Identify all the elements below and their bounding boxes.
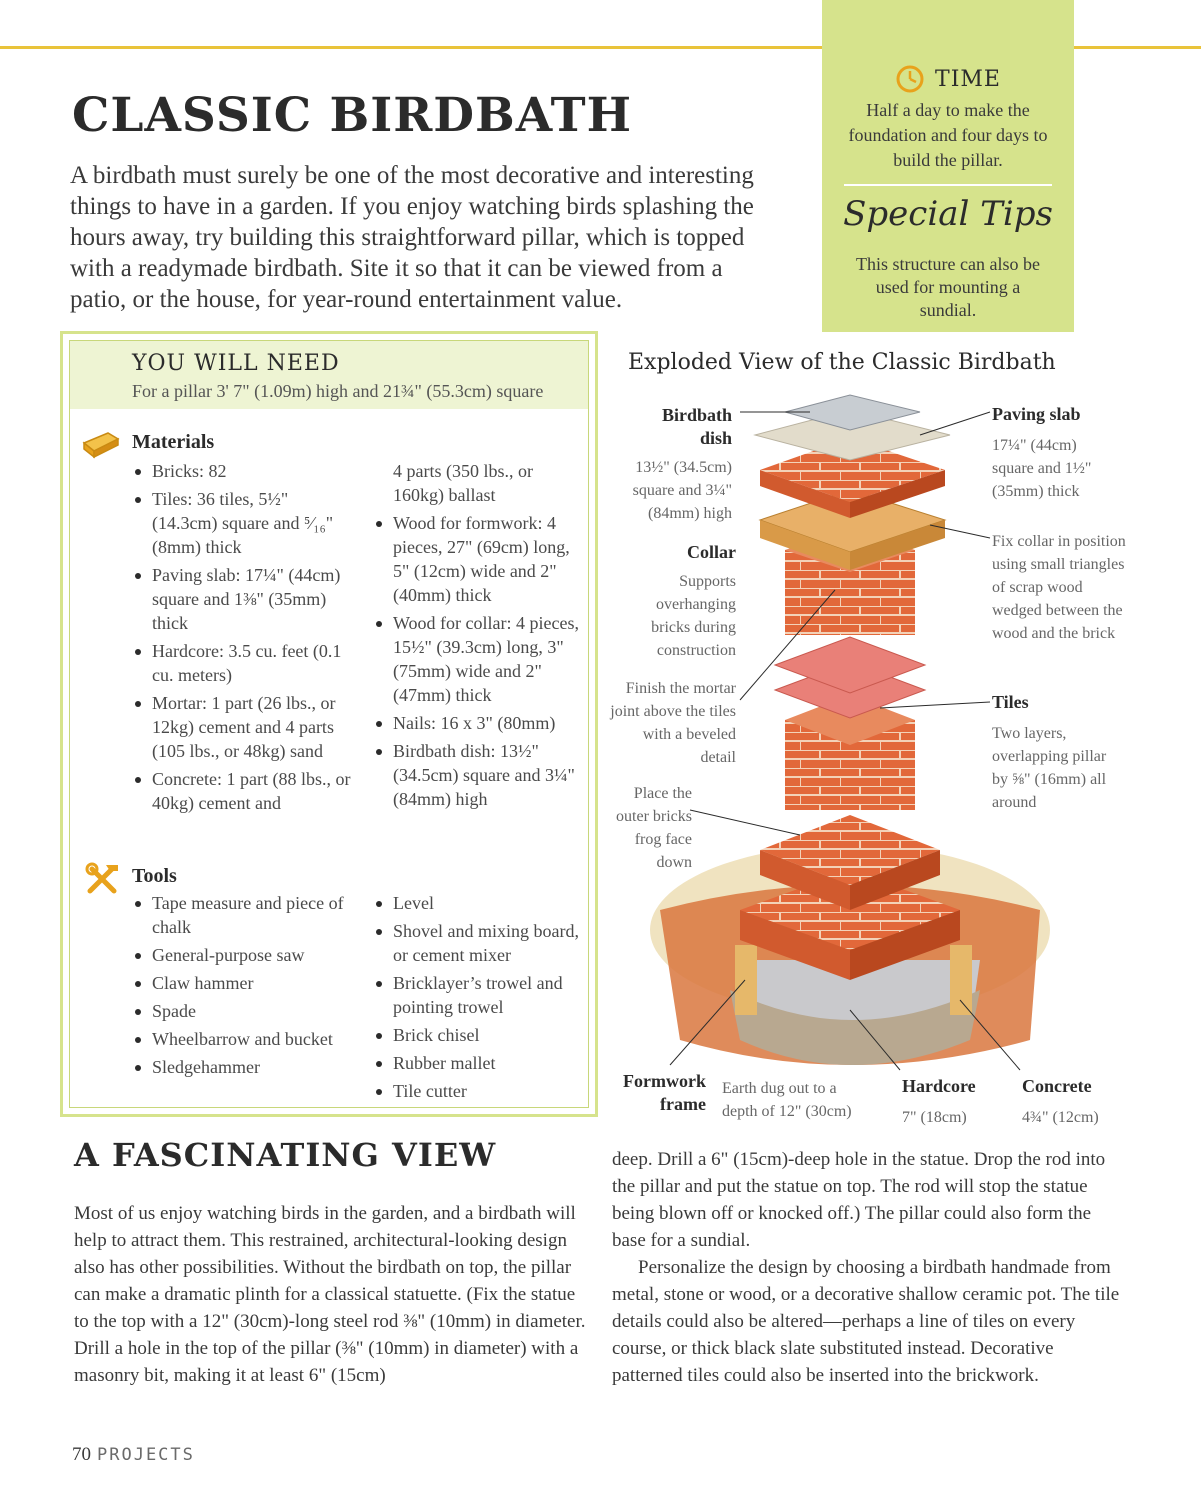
materials-list-item: Hardcore: 3.5 cu. feet (0.1 cu. meters) bbox=[134, 639, 354, 687]
article-col1-paragraph: Most of us enjoy watching birds in the garden, and a birdbath will help to attract them. This restrained, architectural-looking design also has other possibilities. Without the birdbath on top, the pillar can make a dramatic plinth for a classical statuette. (Fix the statue to the top with a 12" (30cm)-long steel rod ⅜" (10mm) in diameter. Drill a hole in the top of the pillar (⅜" (10mm) in diameter) with a masonry bit, making it at least 6" (15cm) bbox=[74, 1203, 586, 1386]
paving-slab-caption: 17¼" (44cm) square and 1½" (35mm) thick bbox=[992, 437, 1092, 500]
article-heading: A FASCINATING VIEW bbox=[74, 1136, 497, 1174]
finish-mortar-caption: Finish the mortar joint above the tiles with a beveled detail bbox=[610, 680, 736, 766]
article-column-1 bbox=[74, 1200, 590, 1389]
materials-list-item: Wood for formwork: 4 pieces, 27" (69cm) long, 5" (12cm) wide and 2" (40mm) thick bbox=[375, 511, 585, 607]
concrete-label: Concrete bbox=[1022, 1076, 1092, 1096]
place-bricks-caption: Place the outer bricks frog face down bbox=[616, 785, 692, 871]
article-col2-paragraph-1: deep. Drill a 6" (15cm)-deep hole in the statue. Drop the rod into the pillar and put the statue on top. The rod will stop the statue being blown off or knocked off.) The pillar could also form the base for a sundial. bbox=[612, 1149, 1106, 1251]
tools-list-item: Shovel and mixing board, or cement mixer bbox=[375, 919, 585, 967]
clock-icon bbox=[895, 64, 925, 94]
you-will-need-title: YOU WILL NEED bbox=[132, 351, 340, 376]
materials-list-item: Bricks: 82 bbox=[134, 459, 354, 483]
you-will-need-subtitle: For a pillar 3' 7" (1.09m) high and 21¾" (55.3cm) square bbox=[132, 381, 544, 401]
fix-collar-caption: Fix collar in position using small triangles of scrap wood wedged between the wood and the brick bbox=[992, 533, 1126, 642]
tools-list-item: Claw hammer bbox=[134, 971, 354, 995]
materials-list-item: Mortar: 1 part (26 lbs., or 12kg) cement and 4 parts (105 lbs., or 48kg) sand bbox=[134, 691, 354, 763]
materials-list-item: 4 parts (350 lbs., or 160kg) ballast bbox=[393, 461, 533, 505]
tiles-caption: Two layers, overlapping pillar by ⅝" (16mm) all around bbox=[992, 725, 1107, 811]
tools-list-item: Spade bbox=[134, 999, 354, 1023]
sidebar-divider bbox=[844, 184, 1052, 186]
time-tips-sidebar bbox=[822, 0, 1074, 332]
section-name: PROJECTS bbox=[97, 1445, 195, 1465]
tools-list-item: Brick chisel bbox=[375, 1023, 585, 1047]
formwork-right bbox=[950, 945, 972, 1015]
special-tips-heading: Special Tips bbox=[843, 194, 1053, 234]
exploded-view-diagram bbox=[600, 390, 1190, 1130]
tools-list-item: Rubber mallet bbox=[375, 1051, 585, 1075]
formwork-frame-label: Formwork frame bbox=[623, 1071, 706, 1114]
materials-list-item: Nails: 16 x 3" (80mm) bbox=[375, 711, 585, 735]
materials-title: Materials bbox=[132, 431, 215, 453]
collar-caption: Supports overhanging bricks during construction bbox=[651, 573, 736, 659]
materials-list-item: Wood for collar: 4 pieces, 15½" (39.3cm) long, 3" (75mm) wide and 2" (47mm) thick bbox=[375, 611, 585, 707]
page-number: 70 bbox=[72, 1444, 91, 1465]
tools-list-item: General-purpose saw bbox=[134, 943, 354, 967]
you-will-need-inner bbox=[69, 340, 589, 1108]
time-heading-row bbox=[822, 64, 1074, 94]
page-folio bbox=[72, 1444, 195, 1466]
tools-list-left bbox=[134, 891, 354, 1083]
materials-list-right bbox=[375, 459, 585, 815]
tiles-label: Tiles bbox=[992, 692, 1029, 712]
concrete-caption: 4¾" (12cm) bbox=[1022, 1109, 1099, 1126]
earth-dug-caption: Earth dug out to a depth of 12" (30cm) bbox=[722, 1080, 852, 1120]
you-will-need-box bbox=[60, 331, 598, 1117]
collar-label: Collar bbox=[687, 542, 736, 562]
article-col2-paragraph-2: Personalize the design by choosing a birdbath handmade from metal, stone or wood, or a decorative shallow ceramic pot. The tile details could also be altered—perhaps a line of tiles on every course, or thick black slate substituted instead. Decorative patterned tiles could also be inserted into the brickwork. bbox=[612, 1257, 1120, 1386]
formwork-left bbox=[735, 945, 757, 1015]
diagram-title: Exploded View of the Classic Birdbath bbox=[628, 350, 1056, 375]
tools-list-item: Tile cutter bbox=[375, 1079, 585, 1103]
materials-list-item: Tiles: 36 tiles, 5½" (14.3cm) square and ⁵⁄₁₆" (8mm) thick bbox=[134, 487, 354, 559]
time-text: Half a day to make the foundation and four days to build the pillar. bbox=[848, 100, 1048, 170]
you-will-need-header bbox=[70, 341, 588, 409]
tools-icon bbox=[84, 861, 122, 897]
materials-list-left bbox=[134, 459, 354, 819]
tools-title: Tools bbox=[132, 865, 177, 887]
page-title: CLASSIC BIRDBATH bbox=[72, 88, 633, 143]
brick-icon bbox=[80, 429, 120, 459]
materials-list-item: Concrete: 1 part (88 lbs., or 40kg) cement and bbox=[134, 767, 354, 815]
tools-list-item: Wheelbarrow and bucket bbox=[134, 1027, 354, 1051]
birdbath-dish-label: Birdbath dish bbox=[661, 405, 732, 448]
time-heading: TIME bbox=[935, 66, 1001, 92]
tools-list-item: Level bbox=[375, 891, 585, 915]
tools-list-item: Bricklayer’s trowel and pointing trowel bbox=[375, 971, 585, 1019]
special-tips-text: This structure can also be used for mounting a sundial. bbox=[856, 254, 1040, 320]
intro-paragraph: A birdbath must surely be one of the most decorative and interesting things to have in a garden. If you enjoy watching birds splashing the hours away, try building this straightforward pillar, which is topped with a readymade birdbath. Site it so that it can be viewed from a patio, or the house, for year-round entertainment value. bbox=[70, 162, 754, 313]
hardcore-label: Hardcore bbox=[902, 1076, 976, 1096]
materials-list-item: Paving slab: 17¼" (44cm) square and 1⅜" (35mm) thick bbox=[134, 563, 354, 635]
tools-list-item: Tape measure and piece of chalk bbox=[134, 891, 354, 939]
paving-slab-label: Paving slab bbox=[992, 404, 1081, 424]
article-column-2 bbox=[612, 1146, 1128, 1389]
hardcore-caption: 7" (18cm) bbox=[902, 1109, 967, 1126]
tools-list-item: Sledgehammer bbox=[134, 1055, 354, 1079]
birdbath-dish-caption: 13½" (34.5cm) square and 3¼" (84mm) high bbox=[632, 459, 732, 522]
materials-list-item: Birdbath dish: 13½" (34.5cm) square and 3¼" (84mm) high bbox=[375, 739, 585, 811]
tools-list-right bbox=[375, 891, 585, 1107]
